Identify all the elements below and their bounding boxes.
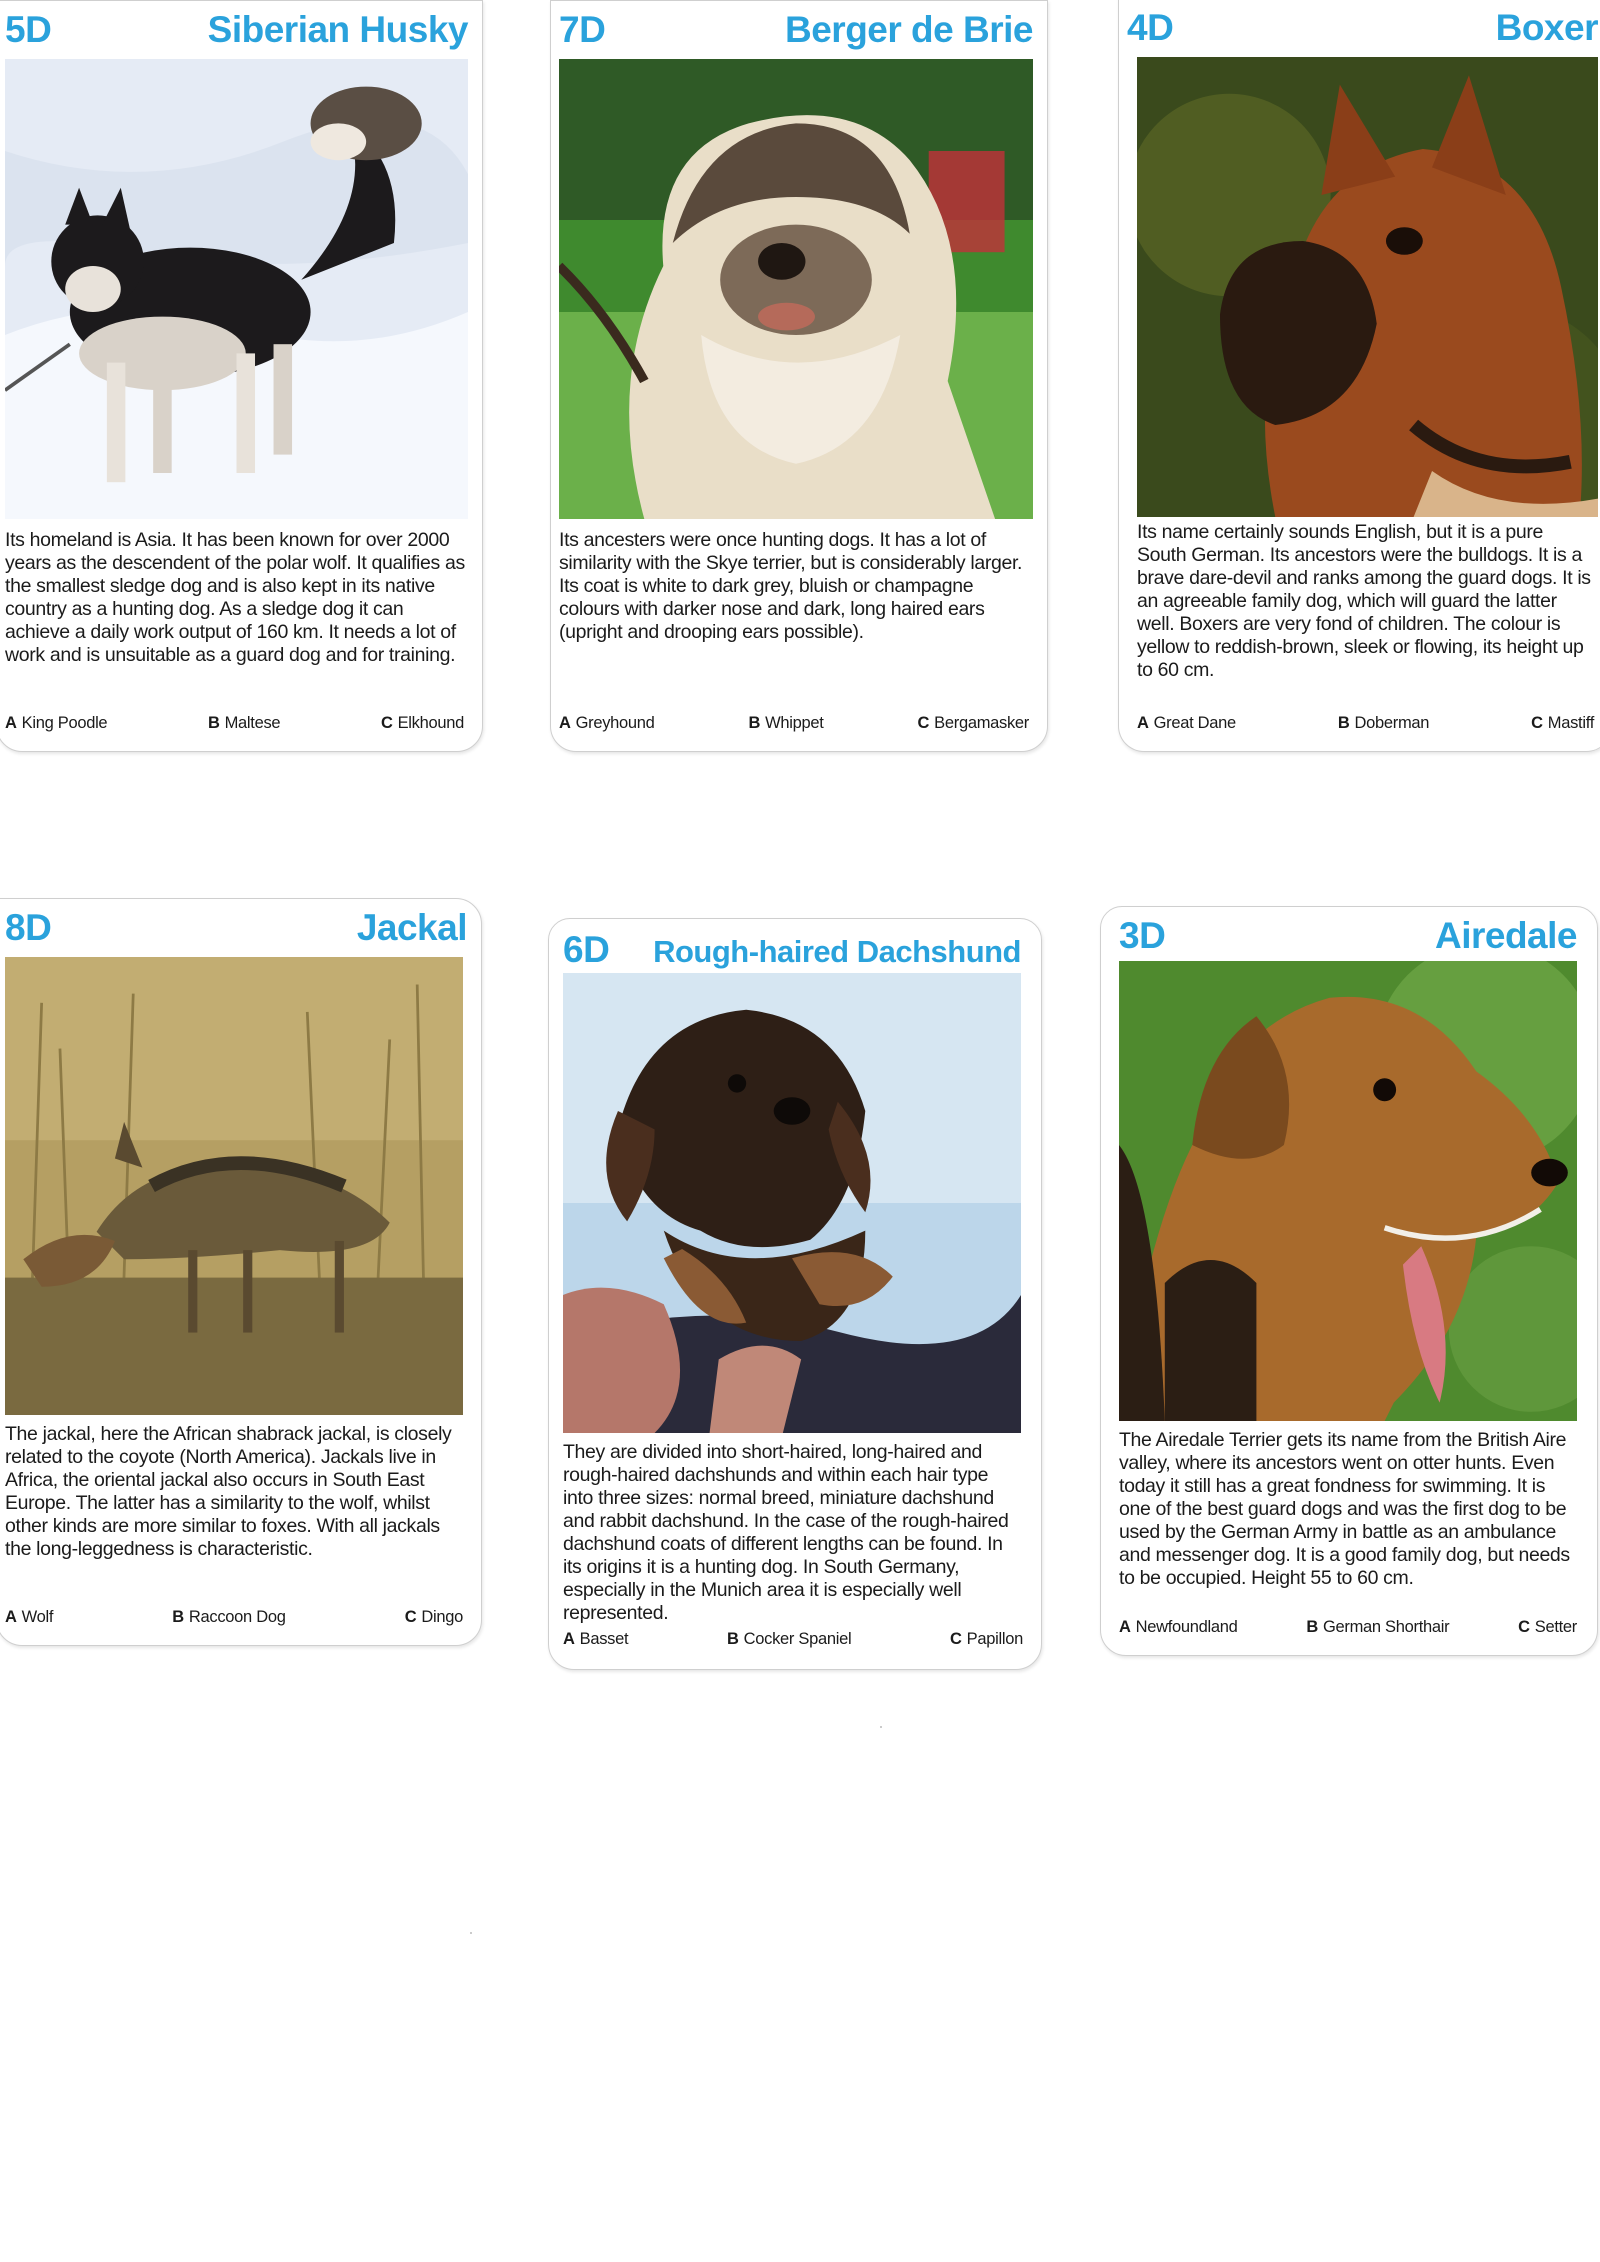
option-a: A Great Dane [1137,714,1236,732]
option-a: A Newfoundland [1119,1618,1238,1636]
option-c: C Papillon [950,1630,1023,1648]
option-a: A Wolf [5,1608,54,1626]
card-options [563,1630,1023,1649]
option-b: B Maltese [207,714,281,732]
card-jackal [0,898,482,1646]
option-c: C Bergamasker [917,714,1029,732]
option-b: B Doberman [1337,714,1430,732]
card-siberian-husky [0,0,483,752]
card-description: The Airedale Terrier gets its name from the British Aire valley, where its ancestors went on otter hunts. Even today it still has a great fondness for swimming. It is one of the best guard dogs and was the first dog to be used by the German Army in battle as an ambulance and messenger dog. It is a good family dog, but needs to be occupied. Height 55 to 60 cm. [1119,1429,1570,1589]
card-boxer [1118,0,1600,752]
card-number: 7D [559,9,606,50]
option-c: C Mastiff [1531,714,1594,732]
card-description: Its name certainly sounds English, but it is a pure South German. Its ancestors were the bulldogs. It is a brave dare-devil and ranks among the guard dogs. It is an agreeable family dog, which will guard the latter well. Boxers are very fond of children. The colour is yellow to reddish-brown, sleek or flowing, its height up to 60 cm. [1137,521,1591,681]
card-title: Jackal [356,907,467,948]
briard-photo-icon [559,59,1033,519]
option-c: C Setter [1518,1618,1577,1636]
card-number: 8D [5,907,52,948]
card-options [559,714,1029,733]
card-description: The jackal, here the African shabrack jackal, is closely related to the coyote (North America). Jackals live in Africa, the oriental jackal also occurs in South East Europe. The latter has a similarity to the wolf, whilst other kinds are more similar to foxes. With all jackals the long-leggedness is characteristic. [5,1423,452,1560]
jackal-photo-icon [5,957,463,1415]
card-header [0,899,481,957]
option-b: B German Shorthair [1306,1618,1450,1636]
card-title: Berger de Brie [785,9,1033,50]
option-a: A Greyhound [559,714,655,732]
card-number: 5D [5,9,52,50]
airedale-photo-icon [1119,961,1577,1421]
card-header [551,1,1047,59]
card-airedale [1100,906,1598,1656]
card-options [5,714,464,733]
option-a: A King Poodle [5,714,108,732]
card-number: 4D [1127,7,1174,48]
option-b: B Cocker Spaniel [727,1630,852,1648]
option-c: C Elkhound [380,714,464,732]
card-header [0,1,482,59]
card-header [1101,907,1597,965]
option-a: A Basset [563,1630,629,1648]
card-title: Airedale [1434,915,1577,956]
card-header [549,919,1041,977]
card-description: Its homeland is Asia. It has been known for over 2000 years as the descendent of the polar wolf. It qualifies as the smallest sledge dog and is also kept in its native country as a hunting dog. As a sledge dog it can achieve a daily work output of 160 km. It needs a lot of work and is unsuitable as a guard dog and for training. [5,529,465,666]
husky-photo-icon [5,59,468,519]
option-c: C Dingo [404,1608,463,1626]
card-header [1119,0,1600,57]
card-rough-haired-dachshund [548,918,1042,1670]
scan-speck [880,1726,882,1728]
option-b: B Whippet [748,714,824,732]
card-options [5,1608,463,1627]
card-description: Its ancesters were once hunting dogs. It has a lot of similarity with the Skye terrier, but is considerably larger. Its coat is white to dark grey, bluish or champagne colours with darker nose and dark, long haired ears (upright and drooping ears possible). [559,529,1023,643]
card-description: They are divided into short-haired, long-haired and rough-haired dachshunds and within each hair type into three sizes: normal breed, miniature dachshund and rabbit dachshund. In the case of the rough-haired dachshund coats of different lengths can be found. In its origins it is a hunting dog. In South Germany, especially in the Munich area it is especially well represented. [563,1441,1009,1624]
scan-speck [470,1932,472,1934]
card-number: 3D [1119,915,1166,956]
card-title: Boxer [1495,7,1598,48]
card-title: Rough-haired Dachshund [653,934,1021,969]
card-options [1119,1618,1577,1637]
boxer-photo-icon [1137,57,1598,517]
card-options [1137,714,1594,733]
card-berger-de-brie [550,0,1048,752]
dachshund-photo-icon [563,973,1021,1433]
option-b: B Raccoon Dog [172,1608,286,1626]
card-title: Siberian Husky [207,9,468,50]
card-number: 6D [563,929,610,970]
